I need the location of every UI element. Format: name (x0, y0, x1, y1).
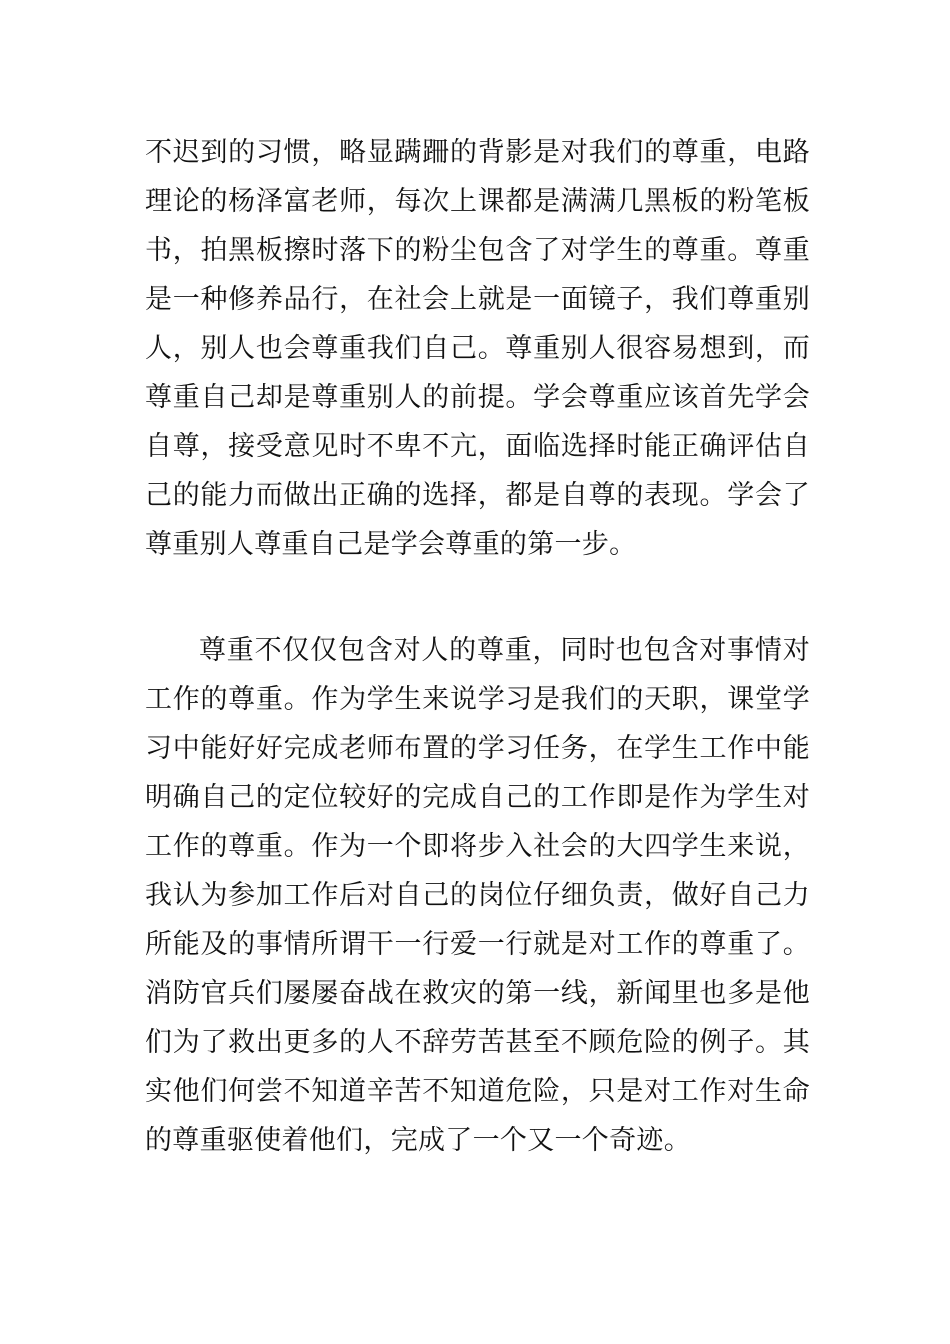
paragraph-2: 尊重不仅仅包含对人的尊重，同时也包含对事情对工作的尊重。作为学生来说学习是我们的天职，课堂学习中能好好完成老师布置的学习任务，在学生工作中能明确自己的定位较好的完成自己的工作即是作为学生对工作的尊重。作为一个即将步入社会的大四学生来说，我认为参加工作后对自己的岗位仔细负责，做好自己力所能及的事情所谓干一行爱一行就是对工作的尊重了。消防官兵们屡屡奋战在救灾的第一线，新闻里也多是他们为了救出更多的人不辞劳苦甚至不顾危险的例子。其实他们何尝不知道辛苦不知道危险，只是对工作对生命的尊重驱使着他们，完成了一个又一个奇迹。 (145, 635, 810, 1156)
paragraph-1: 不迟到的习惯，略显蹒跚的背影是对我们的尊重，电路理论的杨泽富老师，每次上课都是满满几黑板的粉笔板书，拍黑板擦时落下的粉尘包含了对学生的尊重。尊重是一种修养品行，在社会上就是一面镜子，我们尊重别人，别人也会尊重我们自己。尊重别人很容易想到，而尊重自己却是尊重别人的前提。学会尊重应该首先学会自尊，接受意见时不卑不亢，面临选择时能正确评估自己的能力而做出正确的选择，都是自尊的表现。学会了尊重别人尊重自己是学会尊重的第一步。 (145, 137, 810, 560)
